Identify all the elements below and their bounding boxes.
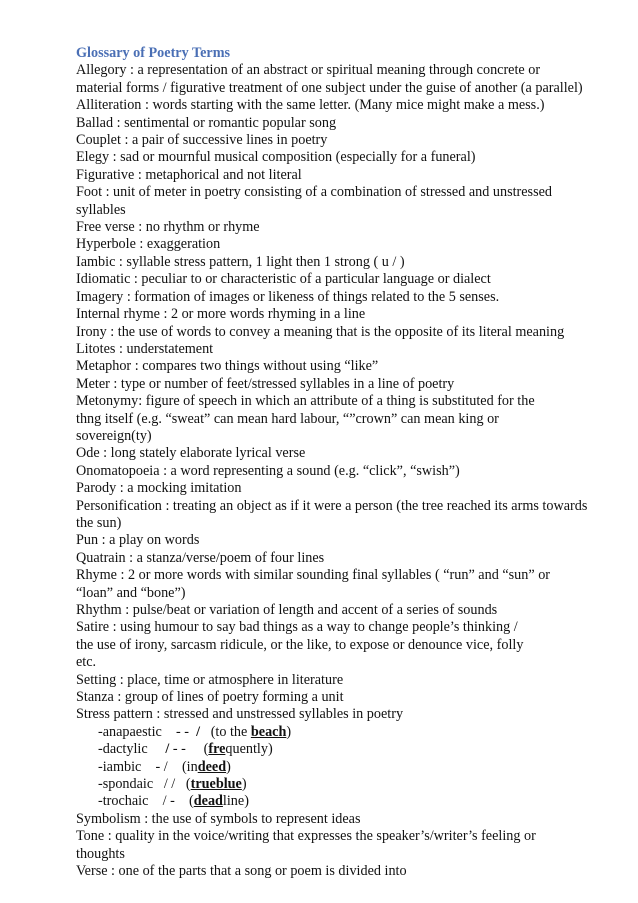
pattern-stressed-syllable: fre xyxy=(208,741,226,758)
entry-imagery: Imagery : formation of images or likeness of things related to the 5 senses. xyxy=(76,288,500,305)
pattern-example-rest: line) xyxy=(222,793,249,810)
entry-personification-cont: the sun) xyxy=(76,514,122,531)
pattern-example-open: ( xyxy=(189,793,194,810)
entry-tone-cont: thoughts xyxy=(76,845,125,862)
entry-rhyme: Rhyme : 2 or more words with similar sounding final syllables ( “run” and “sun” or xyxy=(76,567,551,584)
entry-internal-rhyme: Internal rhyme : 2 or more words rhyming in a line xyxy=(76,306,366,323)
entry-stress-pattern: Stress pattern : stressed and unstressed syllables in poetry xyxy=(76,706,404,723)
entry-hyperbole: Hyperbole : exaggeration xyxy=(76,236,221,253)
entry-metonymy-cont: thng itself (e.g. “sweat” can mean hard labour, “”crown” can mean king or xyxy=(76,410,499,427)
entry-elegy: Elegy : sad or mournful musical composition (especially for a funeral) xyxy=(76,149,476,166)
entry-satire: Satire : using humour to say bad things as a way to change people’s thinking / xyxy=(76,619,518,636)
pattern-iambic xyxy=(76,759,626,776)
pattern-marks: - - xyxy=(176,723,189,740)
pattern-trochaic xyxy=(76,793,626,810)
entry-parody: Parody : a mocking imitation xyxy=(76,480,242,497)
pattern-stressed-syllable: beach xyxy=(250,723,287,740)
entry-ode: Ode : long stately elaborate lyrical verse xyxy=(76,445,306,462)
pattern-example-rest: quently) xyxy=(225,741,273,758)
pattern-example-rest: ) xyxy=(226,758,231,775)
entry-ballad: Ballad : sentimental or romantic popular song xyxy=(76,114,337,131)
pattern-stressed-syllable: trueblue xyxy=(190,776,242,793)
pattern-name: -spondaic xyxy=(98,776,154,793)
pattern-example-open: ( xyxy=(185,776,191,793)
page-title: Glossary of Poetry Terms xyxy=(76,45,231,61)
entry-rhythm: Rhythm : pulse/beat or variation of length and accent of a series of sounds xyxy=(76,602,498,618)
pattern-name: -dactylic xyxy=(98,741,148,758)
entry-metaphor: Metaphor : compares two things without using “like” xyxy=(76,358,379,375)
entry-tone: Tone : quality in the voice/writing that expresses the speaker’s/writer’s feeling or xyxy=(76,828,536,845)
pattern-marks-after: - - xyxy=(169,741,186,758)
glossary-document xyxy=(76,45,626,881)
entry-foot: Foot : unit of meter in poetry consisting of a combination of stressed and unstressed xyxy=(76,184,552,201)
pattern-name: -anapaestic xyxy=(98,723,162,740)
entry-litotes: Litotes : understatement xyxy=(76,340,214,357)
entry-alliteration: Alliteration : words starting with the same letter. (Many mice might make a mess.) xyxy=(76,97,545,114)
entry-figurative: Figurative : metaphorical and not literal xyxy=(76,166,302,183)
pattern-stressed-syllable: deed xyxy=(197,758,227,775)
pattern-marks: / - xyxy=(162,793,175,810)
pattern-name: -trochaic xyxy=(98,793,149,810)
entry-allegory-cont: material forms / figurative treatment of one subject under the guise of another (a parallel) xyxy=(76,79,583,96)
entry-satire-cont2: etc. xyxy=(76,654,97,671)
entry-metonymy: Metonymy: figure of speech in which an attribute of a thing is substituted for the xyxy=(76,393,535,410)
entry-verse: Verse : one of the parts that a song or poem is divided into xyxy=(76,863,407,880)
entry-quatrain: Quatrain : a stanza/verse/poem of four lines xyxy=(76,549,325,566)
entry-idiomatic: Idiomatic : peculiar to or characteristic of a particular language or dialect xyxy=(76,271,491,288)
pattern-stressed-syllable: dead xyxy=(193,793,223,810)
entry-foot-cont: syllables xyxy=(76,201,126,218)
pattern-example-open: (in xyxy=(181,758,198,775)
pattern-spondaic xyxy=(76,776,626,793)
pattern-slash: / xyxy=(165,741,170,758)
pattern-marks: - / xyxy=(155,758,168,775)
entry-meter: Meter : type or number of feet/stressed syllables in a line of poetry xyxy=(76,375,455,392)
pattern-example-rest: ) xyxy=(241,776,247,793)
pattern-example-open: ( xyxy=(203,741,209,758)
entry-setting: Setting : place, time or atmosphere in literature xyxy=(76,671,344,688)
pattern-example-open: (to the xyxy=(210,723,251,740)
pattern-dactylic xyxy=(76,741,626,758)
entry-iambic: Iambic : syllable stress pattern, 1 light then 1 strong ( u / ) xyxy=(76,253,405,270)
pattern-anapaestic xyxy=(76,724,626,741)
entry-metonymy-cont2: sovereign(ty) xyxy=(76,427,152,444)
entry-onomatopoeia: Onomatopoeia : a word representing a sound (e.g. “click”, “swish”) xyxy=(76,462,460,479)
entry-stanza: Stanza : group of lines of poetry forming a unit xyxy=(76,689,344,706)
pattern-example-rest: ) xyxy=(286,723,292,740)
entry-personification: Personification : treating an object as if it were a person (the tree reached its arms towards xyxy=(76,497,588,514)
entry-symbolism: Symbolism : the use of symbols to represent ideas xyxy=(76,810,361,827)
entry-free-verse: Free verse : no rhythm or rhyme xyxy=(76,219,260,236)
entry-irony: Irony : the use of words to convey a meaning that is the opposite of its literal meaning xyxy=(76,323,565,340)
entry-rhyme-cont: “loan” and “bone”) xyxy=(76,584,186,601)
entry-couplet: Couplet : a pair of successive lines in poetry xyxy=(76,132,328,149)
pattern-slash: / xyxy=(196,723,201,740)
entry-satire-cont: the use of irony, sarcasm ridicule, or the like, to expose or denounce vice, folly xyxy=(76,636,524,653)
pattern-name: -iambic xyxy=(98,758,142,775)
entry-allegory: Allegory : a representation of an abstract or spiritual meaning through concrete or xyxy=(76,62,541,79)
pattern-marks: / / xyxy=(163,776,176,793)
entry-pun: Pun : a play on words xyxy=(76,532,200,549)
